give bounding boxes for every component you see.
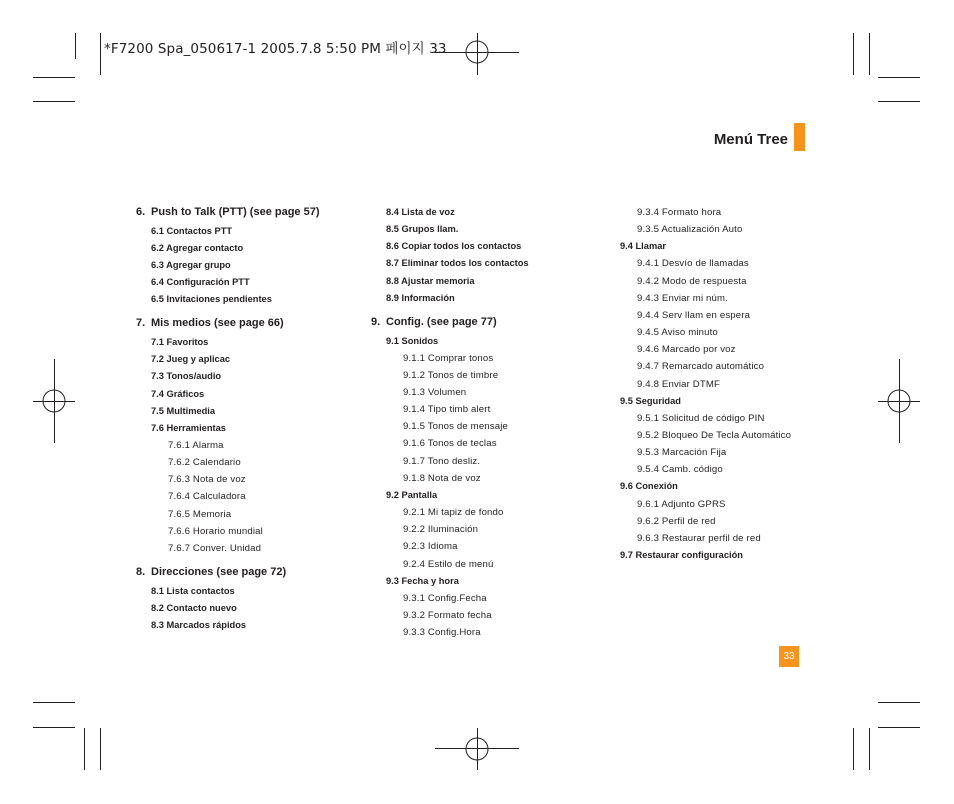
menu-item: 9.4 Llamar (620, 241, 666, 252)
print-slug: *F7200 Spa_050617-1 2005.7.8 5:50 PM 페이지 33 (104, 41, 447, 57)
menu-item: 8.4 Lista de voz (386, 207, 455, 217)
menu-section-heading (136, 566, 286, 578)
menu-item: 8.5 Grupos llam. (386, 224, 459, 235)
menu-subitem: 9.4.7 Remarcado automático (637, 361, 765, 373)
menu-section-heading (371, 316, 497, 328)
menu-item: 7.4 Gráficos (151, 388, 205, 399)
menu-subitem: 9.3.3 Config.Hora (403, 627, 481, 639)
menu-subitem: 9.1.5 Tonos de mensaje (403, 421, 508, 433)
menu-subitem: 9.1.6 Tonos de teclas (403, 438, 497, 450)
page-title: Menú Tree (713, 131, 788, 148)
menu-item: 6.2 Agregar contacto (151, 242, 244, 253)
menu-item: 9.3 Fecha y hora (386, 575, 459, 586)
menu-subitem: 9.2.1 Mi tapiz de fondo (403, 507, 504, 519)
menu-item: 8.6 Copiar todos los contactos (386, 241, 522, 252)
menu-item: 9.6 Conexión (620, 481, 678, 492)
menu-item: 7.3 Tonos/audio (151, 371, 222, 382)
menu-item: 7.2 Jueg y aplicac (151, 354, 231, 365)
menu-subitem: 9.4.1 Desvío de llamadas (637, 258, 749, 270)
menu-subitem: 9.4.5 Aviso minuto (637, 327, 718, 339)
menu-item: 9.2 Pantalla (386, 489, 438, 500)
menu-subitem: 9.6.2 Perfil de red (637, 515, 716, 527)
menu-subitem: 7.6.1 Alarma (168, 439, 224, 451)
menu-subitem: 9.3.1 Config.Fecha (403, 592, 487, 604)
registration-mark-top (435, 33, 519, 75)
menu-subitem: 9.1.3 Volumen (403, 387, 467, 398)
menu-section-heading (136, 317, 284, 329)
menu-item: 9.5 Seguridad (620, 395, 681, 406)
menu-subitem: 9.3.2 Formato fecha (403, 609, 492, 621)
menu-section-heading (136, 206, 320, 218)
menu-subitem: 7.6.3 Nota de voz (168, 474, 246, 486)
menu-item: 8.8 Ajustar memoria (386, 275, 475, 286)
section-title: Config. (see page 77) (386, 315, 497, 328)
menu-subitem: 9.1.7 Tono desliz. (403, 455, 481, 467)
menu-item: 7.5 Multimedia (151, 405, 216, 416)
menu-item: 8.2 Contacto nuevo (151, 602, 237, 613)
menu-subitem: 9.3.5 Actualización Auto (637, 224, 743, 236)
menu-subitem: 9.3.4 Formato hora (637, 207, 722, 218)
section-number: 6. (136, 206, 146, 218)
menu-subitem: 9.1.2 Tonos de timbre (403, 369, 499, 381)
menu-item: 8.9 Información (386, 292, 455, 303)
menu-item: 9.7 Restaurar configuración (620, 550, 743, 560)
registration-mark-right (878, 359, 920, 443)
menu-subitem: 7.6.7 Conver. Unidad (168, 542, 262, 554)
menu-subitem: 9.6.3 Restaurar perfil de red (637, 532, 761, 544)
section-number: 8. (136, 566, 146, 578)
registration-mark-bottom (435, 728, 519, 770)
section-title: Mis medios (see page 66) (151, 317, 284, 330)
menu-item: 7.6 Herramientas (151, 422, 226, 433)
menu-item: 6.5 Invitaciones pendientes (151, 294, 272, 305)
section-number: 7. (136, 317, 146, 330)
menu-subitem: 9.1.1 Comprar tonos (403, 352, 494, 364)
menu-subitem: 9.1.4 Tipo timb alert (403, 404, 491, 416)
menu-subitem: 7.6.2 Calendario (168, 457, 241, 469)
section-number: 9. (371, 315, 381, 328)
page-number-badge: 33 (779, 646, 799, 667)
menu-subitem: 9.5.3 Marcación Fija (637, 447, 727, 459)
menu-subitem: 9.5.4 Camb. código (637, 464, 723, 476)
header-accent-tab (794, 123, 805, 151)
section-title: Push to Talk (PTT) (see page 57) (151, 206, 320, 218)
menu-item: 6.4 Configuración PTT (151, 277, 250, 288)
menu-subitem: 7.6.6 Horario mundial (168, 525, 263, 537)
menu-subitem: 9.1.8 Nota de voz (403, 472, 481, 484)
menu-subitem: 9.4.2 Modo de respuesta (637, 275, 747, 287)
menu-item: 8.7 Eliminar todos los contactos (386, 258, 529, 269)
menu-subitem: 9.2.4 Estilo de menú (403, 558, 494, 570)
menu-item: 7.1 Favoritos (151, 337, 209, 348)
menu-item: 6.3 Agregar grupo (151, 259, 231, 270)
menu-item: 9.1 Sonidos (386, 335, 439, 346)
menu-item: 6.1 Contactos PTT (151, 225, 233, 236)
menu-subitem: 9.5.2 Bloqueo De Tecla Automático (637, 429, 792, 441)
menu-subitem: 9.2.3 Idioma (403, 541, 458, 553)
menu-subitem: 9.5.1 Solicitud de código PIN (637, 412, 765, 424)
menu-subitem: 9.4.8 Enviar DTMF (637, 378, 721, 390)
menu-subitem: 7.6.5 Memoria (168, 508, 232, 520)
menu-subitem: 9.6.1 Adjunto GPRS (637, 498, 726, 510)
menu-item: 8.1 Lista contactos (151, 585, 235, 596)
menu-subitem: 7.6.4 Calculadora (168, 491, 246, 503)
section-title: Direcciones (see page 72) (151, 566, 287, 578)
menu-subitem: 9.2.2 Iluminación (403, 524, 479, 536)
menu-subitem: 9.4.6 Marcado por voz (637, 344, 736, 356)
menu-subitem: 9.4.4 Serv llam en espera (637, 309, 751, 321)
menu-item: 8.3 Marcados rápidos (151, 619, 247, 630)
registration-mark-left (33, 359, 75, 443)
menu-subitem: 9.4.3 Enviar mi núm. (637, 292, 728, 304)
